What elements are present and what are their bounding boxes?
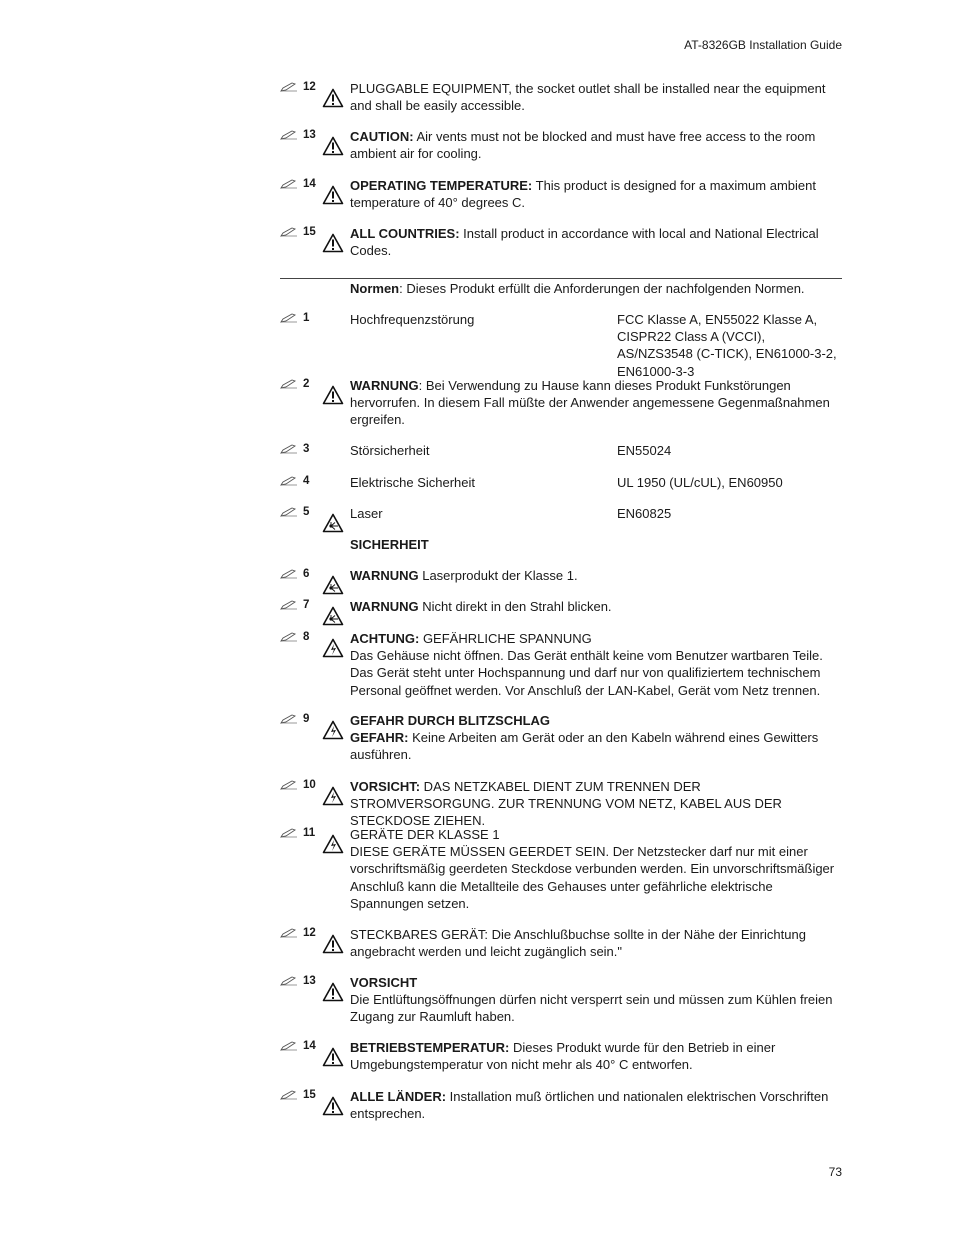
page-number: 73 bbox=[828, 1165, 842, 1179]
item-number: 2 bbox=[303, 378, 310, 390]
standard-value: EN60825 bbox=[617, 506, 672, 521]
item-text: ACHTUNG: GEFÄHRLICHE SPANNUNG Das Gehäuse nicht öffnen. Das Gerät enthält keine vom Benutzer wartbaren Teile. Das Gerät steht unter Hochspannung und darf nur von qualifiziertem technischem Personal geöffnet werden. Vor Anschluß der LAN-Kabel, Gerät vom Netz trennen. bbox=[350, 631, 823, 698]
item-number: 13 bbox=[303, 975, 316, 987]
warning-icon bbox=[322, 982, 344, 1002]
standard-label: Störsicherheit bbox=[350, 443, 430, 458]
item-number: 10 bbox=[303, 779, 316, 791]
item-text: VORSICHT: DAS NETZKABEL DIENT ZUM TRENNEN DER STROMVERSORGUNG. ZUR TRENNUNG VOM NETZ, KABEL AUS DER STECKDOSE ZIEHEN. bbox=[350, 779, 782, 829]
electrical-hazard-icon bbox=[322, 638, 344, 658]
pencil-note-icon bbox=[280, 313, 298, 323]
item-number: 6 bbox=[303, 568, 310, 580]
pencil-note-icon bbox=[280, 714, 298, 724]
pencil-note-icon bbox=[280, 227, 298, 237]
item-number: 9 bbox=[303, 713, 310, 725]
item-number: 14 bbox=[303, 1040, 316, 1052]
item-text: CAUTION: Air vents must not be blocked and must have free access to the room ambient air for cooling. bbox=[350, 129, 816, 162]
warning-icon bbox=[322, 233, 344, 253]
pencil-note-icon bbox=[280, 976, 298, 986]
item-text: PLUGGABLE EQUIPMENT, the socket outlet shall be installed near the equipment and shall be easily accessible. bbox=[350, 81, 826, 114]
item-number: 13 bbox=[303, 129, 316, 141]
item-number: 14 bbox=[303, 178, 316, 190]
standard-label: Hochfrequenzstörung bbox=[350, 312, 475, 327]
item-text: WARNUNG Nicht direkt in den Strahl blicken. bbox=[350, 599, 612, 614]
pencil-note-icon bbox=[280, 1041, 298, 1051]
warning-icon bbox=[322, 136, 344, 156]
section-divider bbox=[280, 278, 842, 279]
item-number: 3 bbox=[303, 443, 310, 455]
electrical-hazard-icon bbox=[322, 720, 344, 740]
item-number: 8 bbox=[303, 631, 310, 643]
item-number: 5 bbox=[303, 506, 310, 518]
pencil-note-icon bbox=[280, 1090, 298, 1100]
laser-warning-icon bbox=[322, 575, 344, 595]
pencil-note-icon bbox=[280, 780, 298, 790]
electrical-hazard-icon bbox=[322, 834, 344, 854]
item-number: 15 bbox=[303, 1089, 316, 1101]
standard-value: FCC Klasse A, EN55022 Klasse A, CISPR22 Class A (VCCI), AS/NZS3548 (C-TICK), EN61000-3-2, EN61000-3-3 bbox=[617, 312, 837, 379]
pencil-note-icon bbox=[280, 130, 298, 140]
item-text: GERÄTE DER KLASSE 1 DIESE GERÄTE MÜSSEN GEERDET SEIN. Der Netzstecker darf nur mit einer vorschriftsmäßig geerdeten Steckdose verbunden werden. Ein unvorschriftsmäßiger Anschluß kann die Metallteile des Gehauses unter gefährliche elektrische Spannungen setzen. bbox=[350, 827, 835, 911]
item-number: 1 bbox=[303, 312, 310, 324]
item-number: 7 bbox=[303, 599, 310, 611]
standard-label: Elektrische Sicherheit bbox=[350, 475, 475, 490]
item-text: WARNUNG: Bei Verwendung zu Hause kann dieses Produkt Funkstörungen hervorrufen. In diesem Fall müßte der Anwender angemessene Gegenmaßnahmen ergreifen. bbox=[350, 378, 830, 428]
warning-icon bbox=[322, 1047, 344, 1067]
item-number: 4 bbox=[303, 475, 310, 487]
standard-label: Laser bbox=[350, 506, 383, 521]
pencil-note-icon bbox=[280, 476, 298, 486]
item-text: WARNUNG Laserprodukt der Klasse 1. bbox=[350, 568, 578, 583]
laser-warning-icon bbox=[322, 513, 344, 533]
pencil-note-icon bbox=[280, 828, 298, 838]
warning-icon bbox=[322, 385, 344, 405]
item-text: VORSICHT Die Entlüftungsöffnungen dürfen nicht versperrt sein und müssen zum Kühlen freien Zugang zur Raumluft haben. bbox=[350, 975, 833, 1025]
pencil-note-icon bbox=[280, 179, 298, 189]
warning-icon bbox=[322, 185, 344, 205]
item-number: 15 bbox=[303, 226, 316, 238]
pencil-note-icon bbox=[280, 82, 298, 92]
item-text: ALL COUNTRIES: Install product in accordance with local and National Electrical Codes. bbox=[350, 226, 819, 259]
item-number: 12 bbox=[303, 81, 316, 93]
item-text: ALLE LÄNDER: Installation muß örtlichen und nationalen elektrischen Vorschriften entsprechen. bbox=[350, 1089, 829, 1122]
pencil-note-icon bbox=[280, 379, 298, 389]
pencil-note-icon bbox=[280, 928, 298, 938]
item-text: BETRIEBSTEMPERATUR: Dieses Produkt wurde für den Betrieb in einer Umgebungstemperatur von nicht mehr als 40° C entworfen. bbox=[350, 1040, 776, 1073]
item-text: STECKBARES GERÄT: Die Anschlußbuchse sollte in der Nähe der Einrichtung angebracht werden und leicht zugänglich sein." bbox=[350, 927, 806, 960]
warning-icon bbox=[322, 934, 344, 954]
pencil-note-icon bbox=[280, 569, 298, 579]
pencil-note-icon bbox=[280, 444, 298, 454]
item-number: 11 bbox=[303, 827, 316, 839]
warning-icon bbox=[322, 88, 344, 108]
pencil-note-icon bbox=[280, 632, 298, 642]
pencil-note-icon bbox=[280, 600, 298, 610]
item-text: GEFAHR DURCH BLITZSCHLAG GEFAHR: Keine Arbeiten am Gerät oder an den Kabeln während eines Gewitters ausführen. bbox=[350, 713, 819, 763]
laser-warning-icon bbox=[322, 606, 344, 626]
item-text: OPERATING TEMPERATURE: This product is designed for a maximum ambient temperature of 40° degrees C. bbox=[350, 178, 816, 211]
item-number: 12 bbox=[303, 927, 316, 939]
standard-value: UL 1950 (UL/cUL), EN60950 bbox=[617, 475, 783, 490]
pencil-note-icon bbox=[280, 507, 298, 517]
electrical-hazard-icon bbox=[322, 786, 344, 806]
warning-icon bbox=[322, 1096, 344, 1116]
standard-value: EN55024 bbox=[617, 443, 672, 458]
running-header: AT-8326GB Installation Guide bbox=[684, 38, 842, 52]
